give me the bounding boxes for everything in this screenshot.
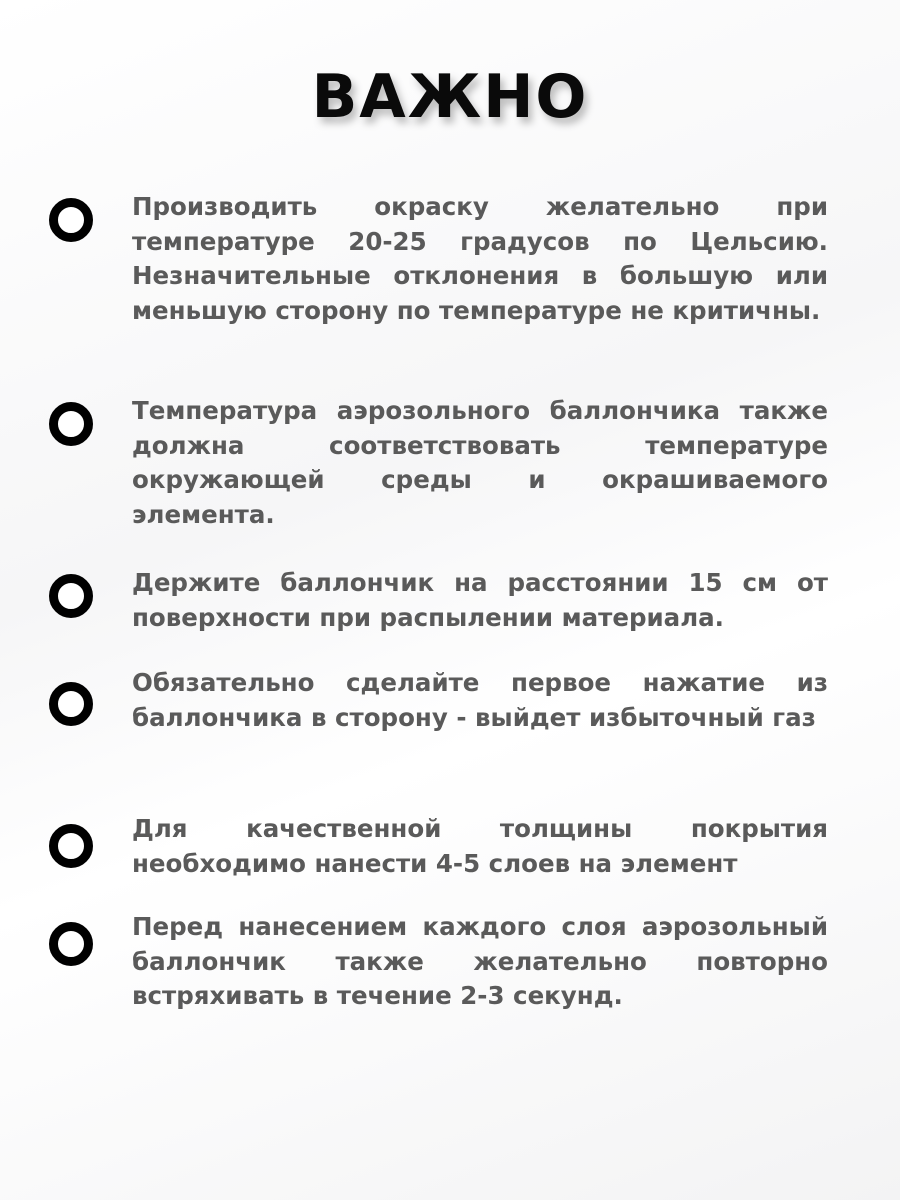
ring-bullet-icon [49,682,93,726]
ring-bullet-icon [49,824,93,868]
page-title: ВАЖНО [311,62,589,132]
ring-bullet-icon [49,922,93,966]
list-item-text: Температура аэрозольного баллончика также должна соответствовать температуре окружающей среды и окрашиваемого элемента. [132,396,828,529]
list-item-text: Держите баллончик на расстоянии 15 см от поверхности при распылении материала. [132,568,828,632]
ring-bullet-icon [49,198,93,242]
list-item-text: Перед нанесением каждого слоя аэрозольный баллончик также желательно повторно встряхивать в течение 2-3 секунд. [132,912,828,1011]
list-item-text: Обязательно сделайте первое нажатие из баллончика в сторону - выйдет избыточный газ [132,668,828,732]
list-item-text: Для качественной толщины покрытия необходимо нанести 4-5 слоев на элемент [132,814,828,878]
ring-bullet-icon [49,402,93,446]
ring-bullet-icon [49,574,93,618]
list-item-text: Производить окраску желательно при температуре 20-25 градусов по Цельсию. Незначительные отклонения в большую или меньшую сторону по температуре не критичны. [132,192,828,325]
